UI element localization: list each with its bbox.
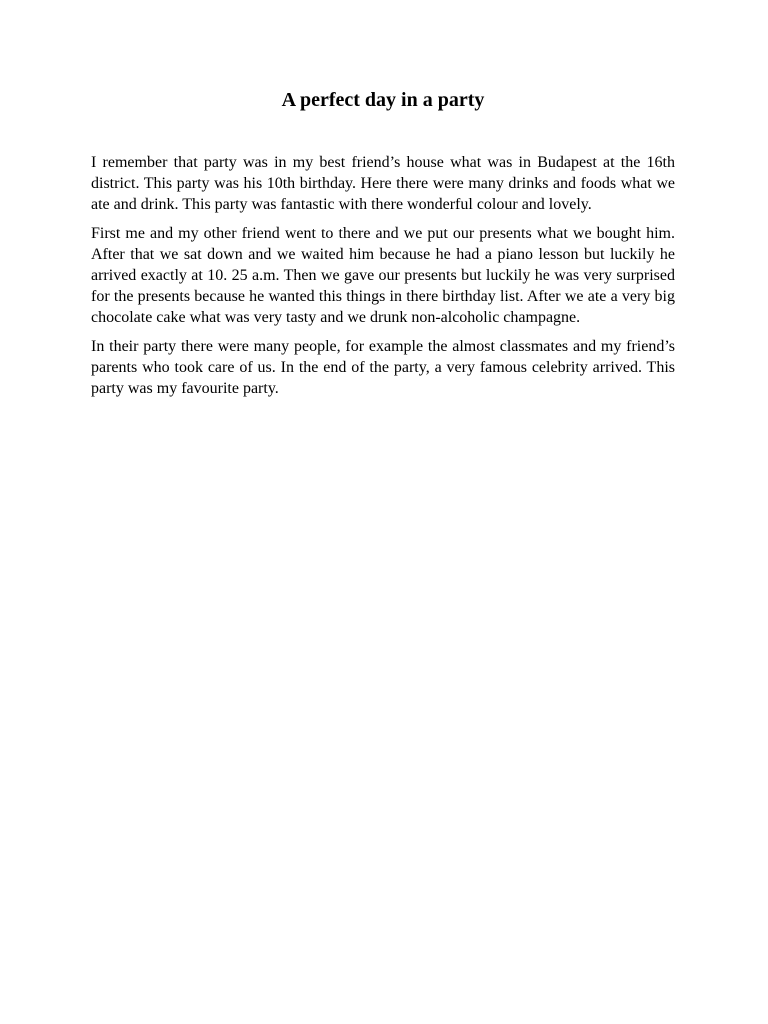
document-body [91,152,675,399]
paragraph-3: In their party there were many people, for example the almost classmates and my friend’s parents who took care of us. In the end of the party, a very famous celebrity arrived. This party was my favourite party. [91,338,675,397]
paragraph-2: First me and my other friend went to there and we put our presents what we bought him. After that we sat down and we waited him because he had a piano lesson but luckily he arrived exactly at 10. 25 a.m. Then we gave our presents but luckily he was very surprised for the presents because he wanted this things in there birthday list. After we ate a very big chocolate cake what was very tasty and we drunk non-alcoholic champagne. [91,225,675,326]
paragraph-1: I remember that party was in my best friend’s house what was in Budapest at the 16th district. This party was his 10th birthday. Here there were many drinks and foods what we ate and drink. This party was fantastic with there wonderful colour and lovely. [91,154,675,213]
document-title: A perfect day in a party [281,89,485,111]
